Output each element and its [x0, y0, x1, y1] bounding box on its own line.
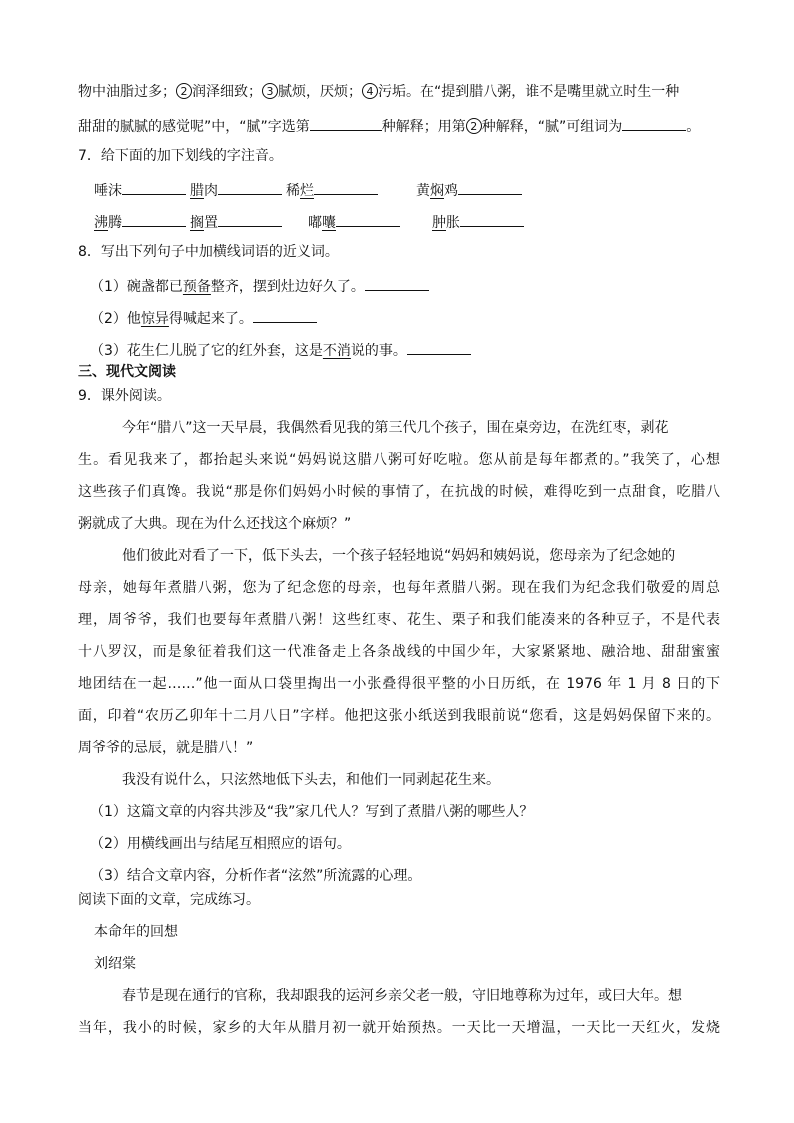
- article-title: 本命年的回想: [94, 924, 178, 940]
- answer-blank[interactable]: [365, 274, 429, 291]
- paragraph-line: 周爷爷的忌辰，就是腊八！”: [78, 740, 254, 756]
- paragraph-line: 他们彼此对看了一下，低下头去，一个孩子轻轻地说“妈妈和姨妈说，您母亲为了纪念她的: [122, 548, 676, 564]
- word-item: 黄焖鸡: [416, 178, 522, 201]
- paragraph-line: 生。看见我来了，都抬起头来说“妈妈说这腊八粥可好吃啦。您从前是每年都煮的。”我笑了，心想: [78, 452, 720, 468]
- circled-number: 3: [262, 83, 278, 99]
- text: 种解释；用第: [381, 119, 466, 135]
- answer-blank[interactable]: [460, 210, 524, 227]
- answer-blank[interactable]: [218, 210, 282, 227]
- word-item: 搁置: [190, 210, 282, 233]
- answer-blank[interactable]: [407, 338, 471, 355]
- text: 污垢。在“提到腊八粥，谁不是嘴里就立时生一种: [378, 84, 680, 100]
- answer-blank[interactable]: [336, 210, 400, 227]
- word-item: 沸腾: [94, 210, 186, 233]
- paragraph-line: 今年“腊八”这一天早晨，我偶然看见我的第三代几个孩子，围在桌旁边，在洗红枣，剥花: [122, 420, 669, 436]
- word-item: 腊肉: [190, 178, 282, 201]
- text: 。: [686, 119, 701, 135]
- question-9-title: 9．课外阅读。: [78, 388, 171, 404]
- paragraph-line: 面，印着“农历乙卯年十二月八日”字样。他把这张小纸送到我眼前说“您看，这是妈妈保留下来的。: [78, 708, 720, 724]
- answer-blank[interactable]: [458, 178, 522, 195]
- paragraph-line: 粥就成了大典。现在为什么还找这个麻烦？”: [78, 516, 352, 532]
- word-item: 唾沫: [94, 178, 186, 201]
- circled-number: 4: [362, 83, 378, 99]
- question-7-title: 7．给下面的加下划线的字注音。: [78, 148, 283, 164]
- answer-blank[interactable]: [122, 178, 186, 195]
- text: 物中油脂过多；: [78, 84, 176, 100]
- definition-line-1: [78, 82, 679, 102]
- section-heading: 三、现代文阅读: [78, 364, 176, 380]
- q8-item-1: （1）碗盏都已预备整齐，摆到灶边好久了。: [90, 274, 429, 297]
- paragraph-line: 十八罗汉，而是象征着我们这一代准备走上各条战线的中国少年，大家紧紧地、融洽地、甜甜蜜蜜: [78, 644, 720, 660]
- definition-line-2: [78, 114, 700, 137]
- word-item: 嘟囔: [308, 210, 400, 233]
- text: 润泽细致；: [192, 84, 262, 100]
- paragraph-line: 这些孩子们真馋。我说“那是你们妈妈小时候的事情了，在抗战的时候，难得吃到一点甜食，吃腊八: [78, 484, 720, 500]
- answer-blank[interactable]: [310, 114, 382, 131]
- text: 甜甜的腻腻的感觉呢”中，“腻”字选第: [78, 119, 310, 135]
- paragraph-line: 理，周爷爷，我们也要每年煮腊八粥！这些红枣、花生、栗子和我们能凑来的各种豆子，不是代表: [78, 612, 720, 628]
- text: 腻烦，厌烦；: [278, 84, 362, 100]
- question-8-title: 8．写出下列句子中加横线词语的近义词。: [78, 244, 339, 260]
- paragraph-line: 春节是现在通行的官称，我却跟我的运河乡亲父老一般，守旧地尊称为过年，或曰大年。想: [122, 988, 682, 1004]
- word-item: 稀烂: [286, 178, 378, 201]
- reading-instruction: 阅读下面的文章，完成练习。: [78, 892, 260, 908]
- paragraph-line: 当年，我小的时候，家乡的大年从腊月初一就开始预热。一天比一天增温，一天比一天红火，发烧: [78, 1020, 720, 1036]
- paragraph-line: 我没有说什么，只泫然地低下头去，和他们一同剥起花生来。: [122, 772, 500, 788]
- pinyin-row-2: [94, 210, 734, 230]
- article-author: 刘绍棠: [94, 956, 136, 972]
- q8-item-3: （3）花生仁儿脱了它的红外套，这是不消说的事。: [90, 338, 471, 361]
- q8-item-2: （2）他惊异得喊起来了。: [90, 306, 317, 329]
- paragraph-line: 地团结在一起……”他一面从口袋里掏出一小张叠得很平整的小日历纸，在 1976 年 1 月 8 日的下: [78, 676, 720, 692]
- text: 种解释，“腻”可组词为: [481, 119, 623, 135]
- word-item: 肿胀: [432, 210, 524, 233]
- answer-blank[interactable]: [253, 306, 317, 323]
- circled-number: 2: [466, 118, 482, 134]
- answer-blank[interactable]: [218, 178, 282, 195]
- answer-blank[interactable]: [122, 210, 186, 227]
- sub-question-3: （3）结合文章内容，分析作者“泫然”所流露的心理。: [90, 868, 422, 884]
- answer-blank[interactable]: [622, 114, 686, 131]
- paragraph-line: 母亲，她每年煮腊八粥，您为了纪念您的母亲，也每年煮腊八粥。现在我们为纪念我们敬爱的周总: [78, 580, 720, 596]
- sub-question-2: （2）用横线画出与结尾互相照应的语句。: [90, 836, 351, 852]
- answer-blank[interactable]: [314, 178, 378, 195]
- circled-number: 2: [176, 83, 192, 99]
- sub-question-1: （1）这篇文章的内容共涉及“我”家几代人？写到了煮腊八粥的哪些人？: [90, 804, 534, 820]
- pinyin-row-1: [94, 178, 734, 198]
